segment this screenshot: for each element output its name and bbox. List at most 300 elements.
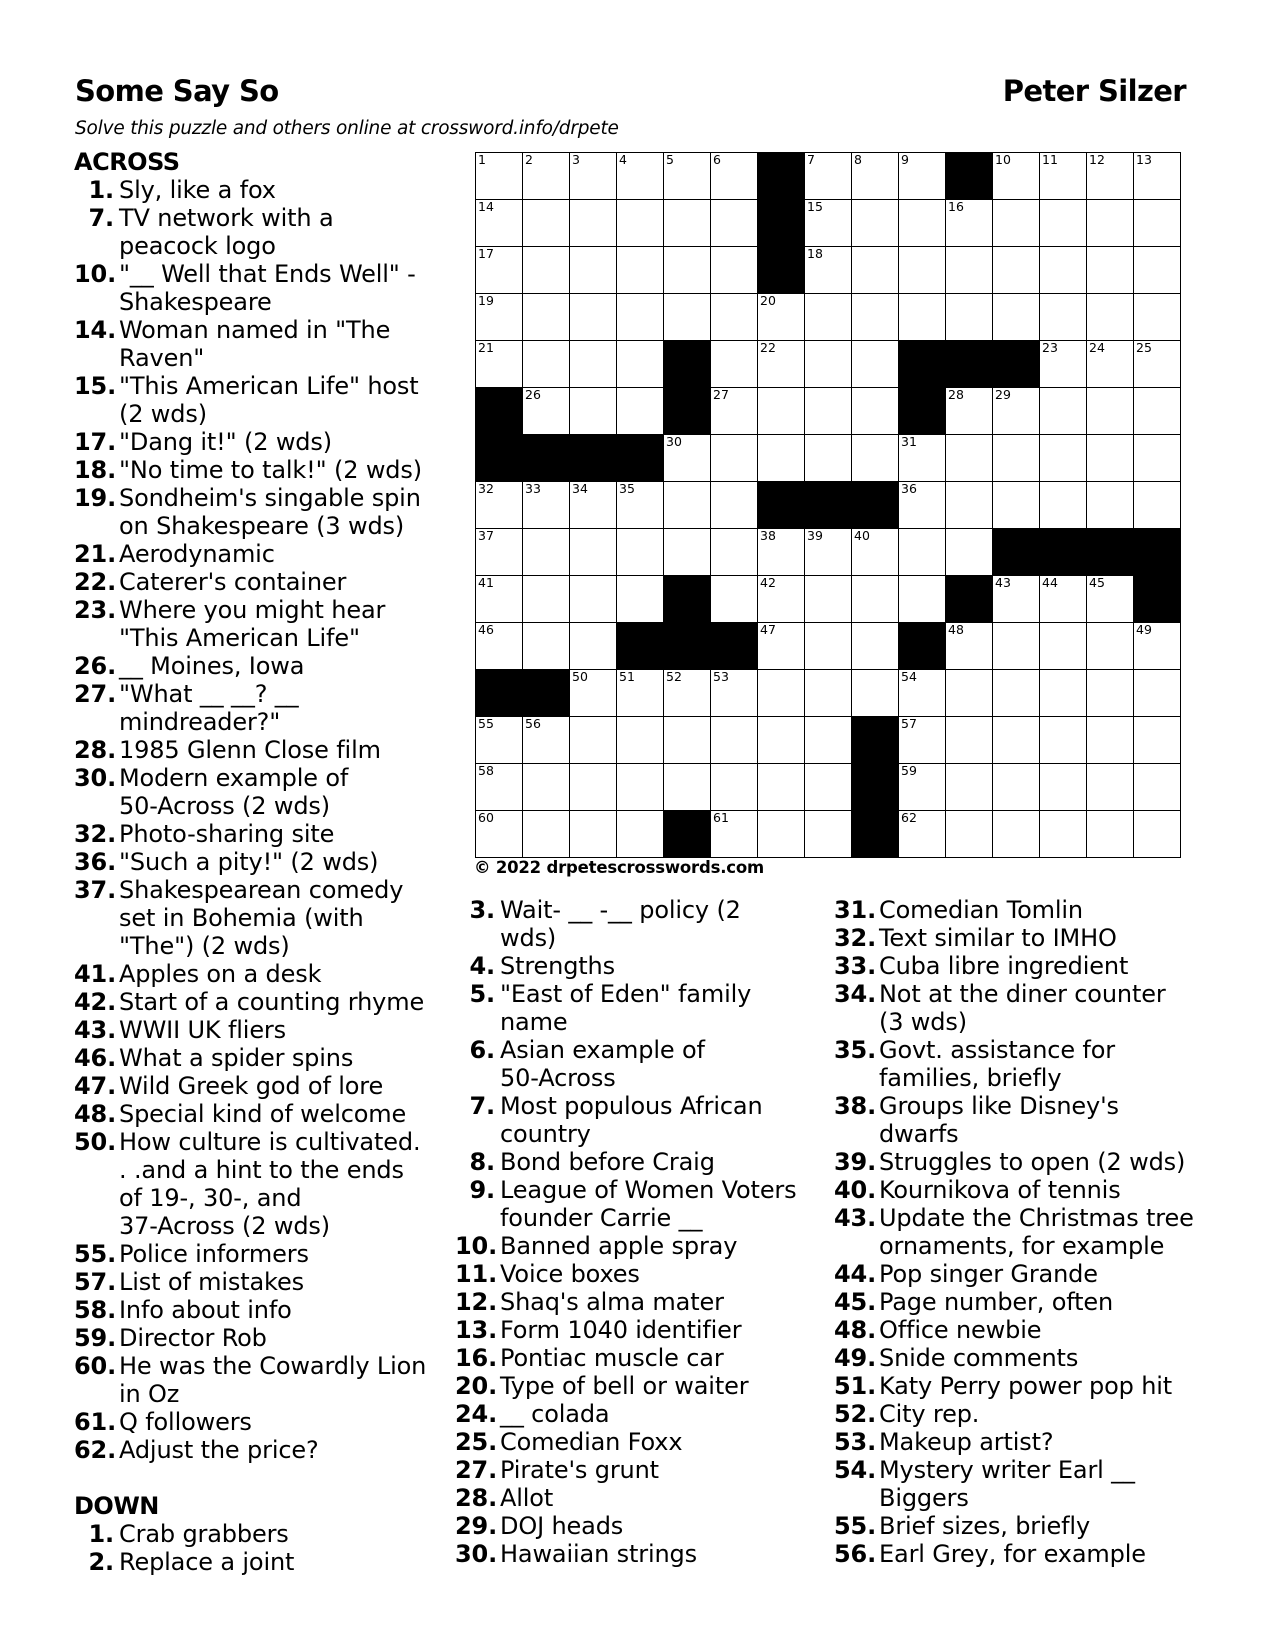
grid-cell-number: 50 xyxy=(572,669,588,684)
grid-cell[interactable] xyxy=(617,294,664,341)
grid-cell-number: 59 xyxy=(901,763,917,778)
grid-cell[interactable] xyxy=(617,811,664,858)
grid-cell[interactable] xyxy=(570,482,617,529)
grid-cell[interactable] xyxy=(805,153,852,200)
grid-cell[interactable] xyxy=(758,435,805,482)
clue-text-line: Info about info xyxy=(119,1296,292,1324)
clue-number: 32. xyxy=(74,820,117,848)
clue-text xyxy=(500,1288,800,1316)
clue-number: 61. xyxy=(74,1408,117,1436)
clue-number: 55. xyxy=(834,1512,877,1540)
grid-cell[interactable] xyxy=(711,764,758,811)
grid-cell[interactable] xyxy=(899,529,946,576)
grid-cell[interactable] xyxy=(476,294,523,341)
grid-cell[interactable] xyxy=(664,482,711,529)
grid-cell[interactable] xyxy=(993,717,1040,764)
grid-cell[interactable] xyxy=(1087,482,1134,529)
grid-cell[interactable] xyxy=(523,529,570,576)
grid-cell[interactable] xyxy=(758,764,805,811)
clue-text-line: Banned apple spray xyxy=(500,1232,738,1260)
grid-cell[interactable] xyxy=(570,811,617,858)
grid-cell-number: 30 xyxy=(666,434,682,449)
grid-cell[interactable] xyxy=(758,717,805,764)
grid-cell[interactable] xyxy=(523,341,570,388)
clue-number: 34. xyxy=(834,980,877,1008)
grid-cell[interactable] xyxy=(1087,341,1134,388)
clue-text-line: "This American Life" xyxy=(119,624,360,652)
grid-cell[interactable] xyxy=(946,247,993,294)
grid-cell[interactable] xyxy=(1040,153,1087,200)
grid-cell-number: 11 xyxy=(1042,152,1058,167)
grid-cell[interactable] xyxy=(476,811,523,858)
clue-number: 18. xyxy=(74,456,117,484)
grid-cell[interactable] xyxy=(711,435,758,482)
grid-cell[interactable] xyxy=(1134,764,1181,811)
clue-item xyxy=(834,1036,1209,1092)
grid-cell-number: 25 xyxy=(1136,340,1152,355)
grid-cell[interactable] xyxy=(664,764,711,811)
grid-cell[interactable] xyxy=(1134,717,1181,764)
grid-cell[interactable] xyxy=(1134,341,1181,388)
grid-cell[interactable] xyxy=(852,341,899,388)
grid-cell[interactable] xyxy=(570,388,617,435)
grid-cell[interactable] xyxy=(476,717,523,764)
clue-text-line: City rep. xyxy=(879,1400,980,1428)
grid-cell[interactable] xyxy=(1087,811,1134,858)
grid-cell[interactable] xyxy=(570,341,617,388)
grid-cell[interactable] xyxy=(805,576,852,623)
clue-text xyxy=(500,1484,800,1512)
grid-cell[interactable] xyxy=(1040,764,1087,811)
grid-cell[interactable] xyxy=(570,670,617,717)
grid-cell[interactable] xyxy=(899,482,946,529)
grid-cell-number: 51 xyxy=(619,669,635,684)
clue-text-line: Raven" xyxy=(119,344,205,372)
grid-cell[interactable] xyxy=(476,153,523,200)
clue-text-line: "Dang it!" (2 wds) xyxy=(119,428,332,456)
clue-number: 51. xyxy=(834,1372,877,1400)
grid-cell[interactable] xyxy=(1087,294,1134,341)
clue-number: 23. xyxy=(74,596,117,624)
grid-cell[interactable] xyxy=(1087,247,1134,294)
clue-text-line: List of mistakes xyxy=(119,1268,304,1296)
grid-cell[interactable] xyxy=(617,388,664,435)
clue-item xyxy=(834,1176,1209,1204)
grid-cell[interactable] xyxy=(993,811,1040,858)
grid-cell[interactable] xyxy=(617,529,664,576)
grid-cell[interactable] xyxy=(946,717,993,764)
grid-cell[interactable] xyxy=(946,811,993,858)
clue-text-line: Where you might hear xyxy=(119,596,386,624)
grid-cell-number: 46 xyxy=(478,622,494,637)
grid-cell[interactable] xyxy=(570,623,617,670)
grid-cell[interactable] xyxy=(1040,811,1087,858)
clue-text xyxy=(500,980,800,1036)
grid-cell[interactable] xyxy=(1040,247,1087,294)
grid-cell[interactable] xyxy=(899,576,946,623)
grid-cell[interactable] xyxy=(617,482,664,529)
grid-cell[interactable] xyxy=(993,294,1040,341)
grid-cell-number: 28 xyxy=(948,387,964,402)
grid-cell[interactable] xyxy=(1134,153,1181,200)
clue-item xyxy=(455,1260,800,1288)
clue-text-line: in Oz xyxy=(119,1380,180,1408)
clue-text xyxy=(119,428,444,456)
grid-cell[interactable] xyxy=(570,529,617,576)
clue-text xyxy=(119,1408,444,1436)
grid-black-square xyxy=(946,341,993,388)
clue-number: 1. xyxy=(88,1520,114,1548)
clue-text xyxy=(119,316,444,372)
clue-text xyxy=(119,736,444,764)
clue-text xyxy=(879,1260,1209,1288)
grid-cell[interactable] xyxy=(570,576,617,623)
clue-text-line: "__ Well that Ends Well" - xyxy=(119,260,416,288)
clue-item xyxy=(455,1148,800,1176)
grid-cell[interactable] xyxy=(617,764,664,811)
grid-cell[interactable] xyxy=(899,153,946,200)
clue-number: 11. xyxy=(455,1260,498,1288)
clue-number: 40. xyxy=(834,1176,877,1204)
grid-cell[interactable] xyxy=(1134,200,1181,247)
grid-cell[interactable] xyxy=(664,435,711,482)
grid-cell[interactable] xyxy=(1087,388,1134,435)
grid-cell[interactable] xyxy=(1040,670,1087,717)
grid-cell[interactable] xyxy=(899,670,946,717)
grid-cell[interactable] xyxy=(946,623,993,670)
grid-black-square xyxy=(523,670,570,717)
grid-cell[interactable] xyxy=(946,764,993,811)
grid-cell[interactable] xyxy=(711,482,758,529)
grid-cell[interactable] xyxy=(1134,435,1181,482)
clue-text-line: Strengths xyxy=(500,952,615,980)
grid-cell[interactable] xyxy=(711,670,758,717)
grid-cell[interactable] xyxy=(852,200,899,247)
across-column xyxy=(74,148,444,1576)
grid-cell-number: 27 xyxy=(713,387,729,402)
grid-cell[interactable] xyxy=(993,153,1040,200)
grid-cell[interactable] xyxy=(993,576,1040,623)
grid-cell[interactable] xyxy=(711,341,758,388)
grid-cell-number: 4 xyxy=(619,152,627,167)
clue-item xyxy=(455,1232,800,1260)
grid-cell[interactable] xyxy=(899,247,946,294)
grid-cell-number: 20 xyxy=(760,293,776,308)
clue-item xyxy=(74,1268,444,1296)
grid-cell[interactable] xyxy=(617,200,664,247)
clue-item xyxy=(455,952,800,980)
clue-number: 36. xyxy=(74,848,117,876)
clue-item xyxy=(834,896,1209,924)
grid-cell[interactable] xyxy=(805,341,852,388)
grid-cell-number: 58 xyxy=(478,763,494,778)
clue-text-line: TV network with a xyxy=(119,204,334,232)
grid-cell[interactable] xyxy=(852,529,899,576)
grid-cell-number: 61 xyxy=(713,810,729,825)
clue-item xyxy=(834,952,1209,980)
grid-cell[interactable] xyxy=(664,670,711,717)
grid-cell[interactable] xyxy=(664,717,711,764)
grid-cell[interactable] xyxy=(805,811,852,858)
clue-item xyxy=(74,428,444,456)
clue-text xyxy=(500,1260,800,1288)
grid-cell[interactable] xyxy=(1134,811,1181,858)
clue-item xyxy=(455,1036,800,1092)
grid-cell[interactable] xyxy=(664,247,711,294)
grid-cell[interactable] xyxy=(1040,200,1087,247)
grid-cell[interactable] xyxy=(1134,388,1181,435)
clue-text-line: Groups like Disney's xyxy=(879,1092,1119,1120)
clue-number: 22. xyxy=(74,568,117,596)
grid-cell[interactable] xyxy=(1087,576,1134,623)
grid-cell[interactable] xyxy=(570,294,617,341)
grid-cell[interactable] xyxy=(758,670,805,717)
clue-text-line: "No time to talk!" (2 wds) xyxy=(119,456,422,484)
grid-cell[interactable] xyxy=(946,294,993,341)
grid-cell[interactable] xyxy=(993,482,1040,529)
puzzle-author: Peter Silzer xyxy=(1002,74,1186,108)
grid-cell[interactable] xyxy=(852,623,899,670)
grid-cell[interactable] xyxy=(1087,764,1134,811)
grid-cell[interactable] xyxy=(758,811,805,858)
grid-cell[interactable] xyxy=(1087,153,1134,200)
clue-text xyxy=(500,1540,800,1568)
clue-text xyxy=(879,924,1209,952)
clue-number: 6. xyxy=(469,1036,495,1064)
grid-cell[interactable] xyxy=(617,247,664,294)
grid-cell[interactable] xyxy=(899,811,946,858)
clue-item xyxy=(74,960,444,988)
clue-text-line: Shakespeare xyxy=(119,288,272,316)
clue-text xyxy=(500,1232,800,1260)
grid-cell[interactable] xyxy=(993,247,1040,294)
grid-cell[interactable] xyxy=(805,435,852,482)
grid-cell[interactable] xyxy=(523,576,570,623)
grid-cell[interactable] xyxy=(1087,435,1134,482)
grid-cell[interactable] xyxy=(664,153,711,200)
grid-cell-number: 48 xyxy=(948,622,964,637)
grid-black-square xyxy=(852,482,899,529)
grid-cell[interactable] xyxy=(476,341,523,388)
grid-cell[interactable] xyxy=(899,717,946,764)
grid-black-square xyxy=(476,388,523,435)
grid-cell-number: 49 xyxy=(1136,622,1152,637)
clue-item xyxy=(834,1204,1209,1260)
grid-cell[interactable] xyxy=(852,294,899,341)
grid-cell[interactable] xyxy=(946,388,993,435)
grid-cell[interactable] xyxy=(1134,670,1181,717)
grid-cell[interactable] xyxy=(523,388,570,435)
grid-cell[interactable] xyxy=(1040,623,1087,670)
grid-cell[interactable] xyxy=(1040,341,1087,388)
grid-cell[interactable] xyxy=(805,623,852,670)
grid-cell[interactable] xyxy=(711,200,758,247)
grid-cell[interactable] xyxy=(523,623,570,670)
clue-item xyxy=(834,980,1209,1036)
grid-cell[interactable] xyxy=(570,247,617,294)
grid-cell[interactable] xyxy=(617,670,664,717)
clue-text-line: Biggers xyxy=(879,1484,969,1512)
grid-cell[interactable] xyxy=(805,200,852,247)
grid-cell[interactable] xyxy=(476,576,523,623)
grid-cell[interactable] xyxy=(1087,623,1134,670)
grid-cell[interactable] xyxy=(993,435,1040,482)
grid-black-square xyxy=(758,482,805,529)
grid-cell[interactable] xyxy=(899,294,946,341)
grid-cell[interactable] xyxy=(523,200,570,247)
grid-cell[interactable] xyxy=(664,529,711,576)
grid-cell[interactable] xyxy=(523,764,570,811)
grid-cell[interactable] xyxy=(1087,717,1134,764)
grid-cell[interactable] xyxy=(711,153,758,200)
clue-text xyxy=(119,484,444,540)
grid-cell-number: 54 xyxy=(901,669,917,684)
grid-cell[interactable] xyxy=(899,435,946,482)
grid-cell[interactable] xyxy=(946,482,993,529)
grid-cell[interactable] xyxy=(570,764,617,811)
grid-cell[interactable] xyxy=(476,529,523,576)
grid-cell[interactable] xyxy=(805,717,852,764)
clue-item xyxy=(74,1072,444,1100)
grid-cell[interactable] xyxy=(1040,435,1087,482)
grid-cell[interactable] xyxy=(523,153,570,200)
grid-cell[interactable] xyxy=(711,388,758,435)
grid-cell[interactable] xyxy=(758,529,805,576)
grid-cell[interactable] xyxy=(1040,717,1087,764)
grid-cell[interactable] xyxy=(1087,200,1134,247)
grid-cell[interactable] xyxy=(758,341,805,388)
grid-cell[interactable] xyxy=(523,482,570,529)
grid-cell[interactable] xyxy=(993,200,1040,247)
puzzle-subtitle: Solve this puzzle and others online at crossword.info/drpete xyxy=(75,118,619,139)
grid-cell[interactable] xyxy=(805,294,852,341)
grid-cell[interactable] xyxy=(523,811,570,858)
grid-cell[interactable] xyxy=(1040,482,1087,529)
grid-cell[interactable] xyxy=(805,529,852,576)
grid-cell[interactable] xyxy=(805,247,852,294)
grid-cell-number: 23 xyxy=(1042,340,1058,355)
grid-cell[interactable] xyxy=(664,294,711,341)
grid-cell[interactable] xyxy=(758,294,805,341)
grid-cell[interactable] xyxy=(617,341,664,388)
grid-cell[interactable] xyxy=(523,294,570,341)
grid-cell[interactable] xyxy=(852,153,899,200)
grid-cell[interactable] xyxy=(852,435,899,482)
grid-cell[interactable] xyxy=(476,482,523,529)
grid-cell-number: 60 xyxy=(478,810,494,825)
grid-cell[interactable] xyxy=(476,200,523,247)
clue-item xyxy=(74,988,444,1016)
grid-cell[interactable] xyxy=(899,764,946,811)
grid-cell[interactable] xyxy=(711,294,758,341)
grid-cell[interactable] xyxy=(570,200,617,247)
clue-item xyxy=(74,456,444,484)
grid-cell[interactable] xyxy=(476,247,523,294)
clue-text xyxy=(879,1512,1209,1540)
grid-cell[interactable] xyxy=(805,388,852,435)
grid-cell[interactable] xyxy=(852,388,899,435)
grid-cell[interactable] xyxy=(1040,388,1087,435)
grid-cell[interactable] xyxy=(1134,623,1181,670)
clue-text-line: Page number, often xyxy=(879,1288,1114,1316)
grid-cell[interactable] xyxy=(570,717,617,764)
clue-number: 15. xyxy=(74,372,117,400)
clue-text-line: Photo-sharing site xyxy=(119,820,335,848)
grid-cell[interactable] xyxy=(805,764,852,811)
grid-cell[interactable] xyxy=(805,670,852,717)
grid-cell[interactable] xyxy=(946,200,993,247)
grid-cell-number: 14 xyxy=(478,199,494,214)
grid-cell[interactable] xyxy=(1134,247,1181,294)
grid-cell[interactable] xyxy=(899,200,946,247)
grid-black-square xyxy=(758,200,805,247)
clue-text-line: 50-Across (2 wds) xyxy=(119,792,330,820)
grid-cell[interactable] xyxy=(711,247,758,294)
grid-cell[interactable] xyxy=(758,388,805,435)
clue-item xyxy=(74,540,444,568)
clue-text-line: Special kind of welcome xyxy=(119,1100,407,1128)
grid-cell[interactable] xyxy=(617,717,664,764)
grid-cell[interactable] xyxy=(852,670,899,717)
grid-cell[interactable] xyxy=(946,670,993,717)
grid-cell[interactable] xyxy=(476,623,523,670)
clue-number: 60. xyxy=(74,1352,117,1380)
clue-item xyxy=(834,1316,1209,1344)
grid-cell[interactable] xyxy=(476,764,523,811)
grid-cell[interactable] xyxy=(711,811,758,858)
clue-item xyxy=(834,1512,1209,1540)
clue-text-line: on Shakespeare (3 wds) xyxy=(119,512,405,540)
grid-black-square xyxy=(899,623,946,670)
grid-cell[interactable] xyxy=(852,247,899,294)
grid-cell[interactable] xyxy=(664,200,711,247)
clue-number: 42. xyxy=(74,988,117,1016)
grid-cell[interactable] xyxy=(758,576,805,623)
grid-cell[interactable] xyxy=(1134,294,1181,341)
grid-cell[interactable] xyxy=(758,623,805,670)
grid-cell[interactable] xyxy=(617,153,664,200)
clue-text-line: "The") (2 wds) xyxy=(119,932,290,960)
grid-cell[interactable] xyxy=(1040,576,1087,623)
grid-cell-number: 53 xyxy=(713,669,729,684)
grid-cell[interactable] xyxy=(711,576,758,623)
grid-cell[interactable] xyxy=(711,717,758,764)
grid-cell[interactable] xyxy=(852,576,899,623)
grid-cell[interactable] xyxy=(993,670,1040,717)
clue-item xyxy=(74,736,444,764)
grid-cell[interactable] xyxy=(523,247,570,294)
grid-cell[interactable] xyxy=(946,529,993,576)
grid-cell[interactable] xyxy=(1087,670,1134,717)
grid-cell[interactable] xyxy=(946,435,993,482)
grid-cell[interactable] xyxy=(523,717,570,764)
grid-cell[interactable] xyxy=(711,529,758,576)
clue-text xyxy=(500,1316,800,1344)
clue-number: 56. xyxy=(834,1540,877,1568)
grid-cell[interactable] xyxy=(617,576,664,623)
grid-cell[interactable] xyxy=(993,388,1040,435)
grid-cell-number: 29 xyxy=(995,387,1011,402)
clue-text-line: Brief sizes, briefly xyxy=(879,1512,1090,1540)
clue-text xyxy=(879,980,1209,1036)
grid-cell[interactable] xyxy=(1134,482,1181,529)
grid-cell[interactable] xyxy=(993,623,1040,670)
grid-cell-number: 19 xyxy=(478,293,494,308)
grid-cell[interactable] xyxy=(993,764,1040,811)
grid-cell[interactable] xyxy=(570,153,617,200)
clue-item xyxy=(74,1240,444,1268)
grid-cell[interactable] xyxy=(1040,294,1087,341)
